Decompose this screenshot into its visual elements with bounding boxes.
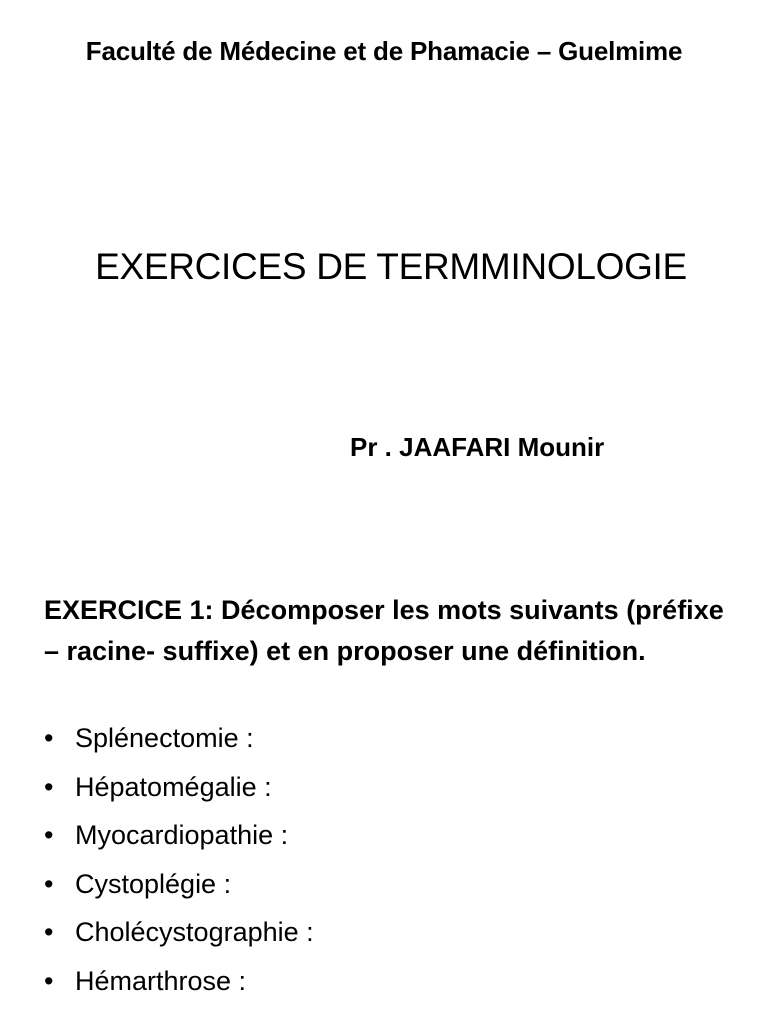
list-item xyxy=(44,767,314,816)
word-list xyxy=(44,718,314,1009)
list-item xyxy=(44,718,314,767)
word-label: Myocardiopathie : xyxy=(75,820,289,850)
author-name: Pr . JAAFARI Mounir xyxy=(350,432,605,462)
word-label: Hémarthrose : xyxy=(75,965,247,996)
bullet-icon: • xyxy=(44,868,54,899)
list-item xyxy=(44,864,314,913)
list-item xyxy=(44,815,314,864)
bullet-icon: • xyxy=(44,820,54,850)
word-label: Splénectomie : xyxy=(75,723,254,753)
list-item xyxy=(44,961,314,1010)
bullet-icon: • xyxy=(44,771,54,802)
bullet-icon: • xyxy=(44,917,54,947)
word-label: Cholécystographie : xyxy=(75,917,314,947)
faculty-heading: Faculté de Médecine et de Phamacie – Guelmime xyxy=(85,36,683,66)
list-item xyxy=(44,912,314,961)
word-label: Hépatomégalie : xyxy=(75,771,272,802)
word-label: Cystoplégie : xyxy=(75,868,232,899)
exercise-heading: EXERCICE 1: Décomposer les mots suivants (préfixe – racine- suffixe) et en proposer une définition. xyxy=(44,595,724,666)
bullet-icon: • xyxy=(44,723,54,753)
document-title: EXERCICES DE TERMMINOLOGIE xyxy=(95,246,687,287)
bullet-icon: • xyxy=(44,965,54,996)
